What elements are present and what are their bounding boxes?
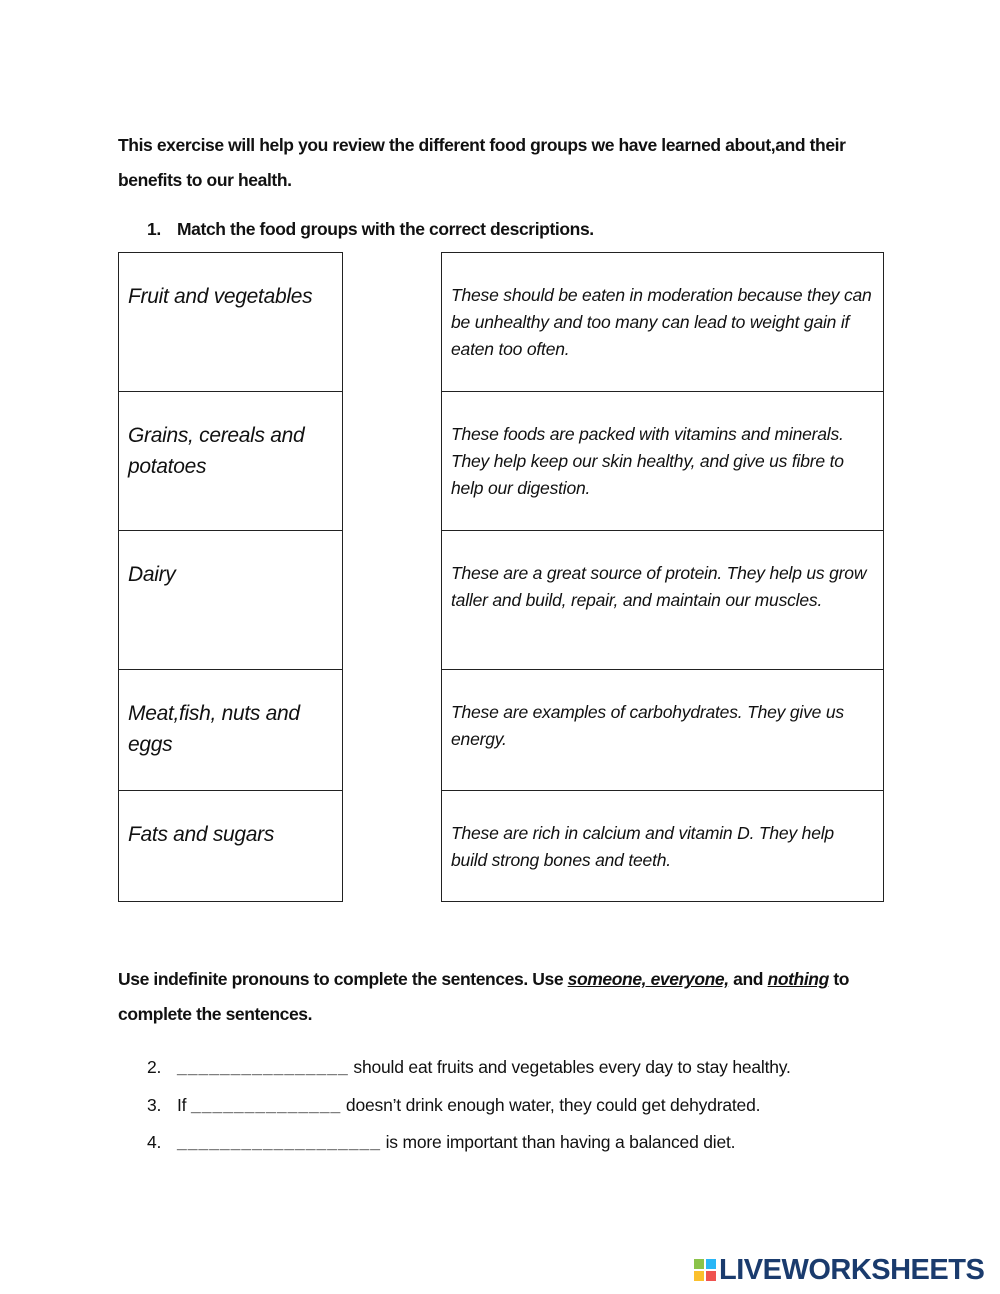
sentence-suffix: doesn’t drink enough water, they could get dehydrated.	[341, 1094, 761, 1115]
description-box[interactable]: These are examples of carbohydrates. They give us energy.	[442, 670, 883, 791]
instructions-text-end: to complete the sentences.	[118, 969, 850, 1024]
description-box[interactable]: These foods are packed with vitamins and minerals. They help keep our skin healthy, and give us fibre to help our digestion.	[442, 392, 883, 531]
answer-blank[interactable]: ___________________	[177, 1132, 381, 1152]
pronoun-words: someone, everyone,	[567, 969, 729, 989]
intro-paragraph: This exercise will help you review the different food groups we have learned about,and their benefits to our health.	[118, 135, 846, 190]
sentence-suffix: is more important than having a balanced diet.	[380, 1132, 736, 1152]
logo-mark-icon	[694, 1259, 716, 1281]
food-group-box[interactable]: Grains, cereals and potatoes	[119, 392, 342, 531]
pronoun-word-nothing: nothing	[767, 969, 829, 989]
sentence-list	[147, 1049, 791, 1162]
food-group-box[interactable]: Fats and sugars	[128, 823, 275, 846]
liveworksheets-logo[interactable]	[694, 1255, 984, 1285]
sentence-item	[147, 1087, 791, 1125]
sentence-prefix: If	[177, 1094, 191, 1115]
instructions-text-and: and	[728, 969, 768, 989]
logo-square-yellow	[694, 1271, 704, 1281]
logo-square-green	[694, 1259, 704, 1269]
question-1	[147, 212, 594, 246]
sentence-suffix: should eat fruits and vegetables every day to stay healthy.	[348, 1057, 791, 1077]
descriptions-column	[441, 252, 884, 902]
pronoun-instructions	[118, 962, 888, 1032]
logo-square-red	[706, 1271, 716, 1281]
food-group-box[interactable]: Fruit and vegetables	[119, 253, 342, 392]
food-group-box[interactable]: Meat,fish, nuts and eggs	[119, 670, 342, 791]
description-box[interactable]: These should be eaten in moderation because they can be unhealthy and too many can lead to weight gain if eaten too often.	[442, 253, 883, 392]
food-group-box[interactable]: Dairy	[119, 531, 342, 670]
sentence-item	[147, 1049, 791, 1087]
instructions-text: Use indefinite pronouns to complete the sentences. Use	[118, 969, 568, 989]
logo-text: LIVEWORKSHEETS	[719, 1254, 985, 1286]
sentence-number: 2.	[147, 1057, 162, 1077]
sentence-number: 4.	[147, 1132, 162, 1152]
answer-blank[interactable]: ________________	[177, 1057, 349, 1077]
question-number: 1.	[147, 219, 161, 239]
question-text: Match the food groups with the correct descriptions.	[177, 219, 594, 239]
description-box[interactable]: These are a great source of protein. They help us grow taller and build, repair, and maintain our muscles.	[442, 531, 883, 670]
sentence-number: 3.	[147, 1094, 162, 1115]
food-groups-column	[118, 252, 343, 902]
sentence-item	[147, 1124, 791, 1162]
logo-square-blue	[706, 1259, 716, 1269]
answer-blank[interactable]: ______________	[191, 1094, 342, 1115]
description-box[interactable]: These are rich in calcium and vitamin D. They help build strong bones and teeth.	[451, 823, 834, 870]
